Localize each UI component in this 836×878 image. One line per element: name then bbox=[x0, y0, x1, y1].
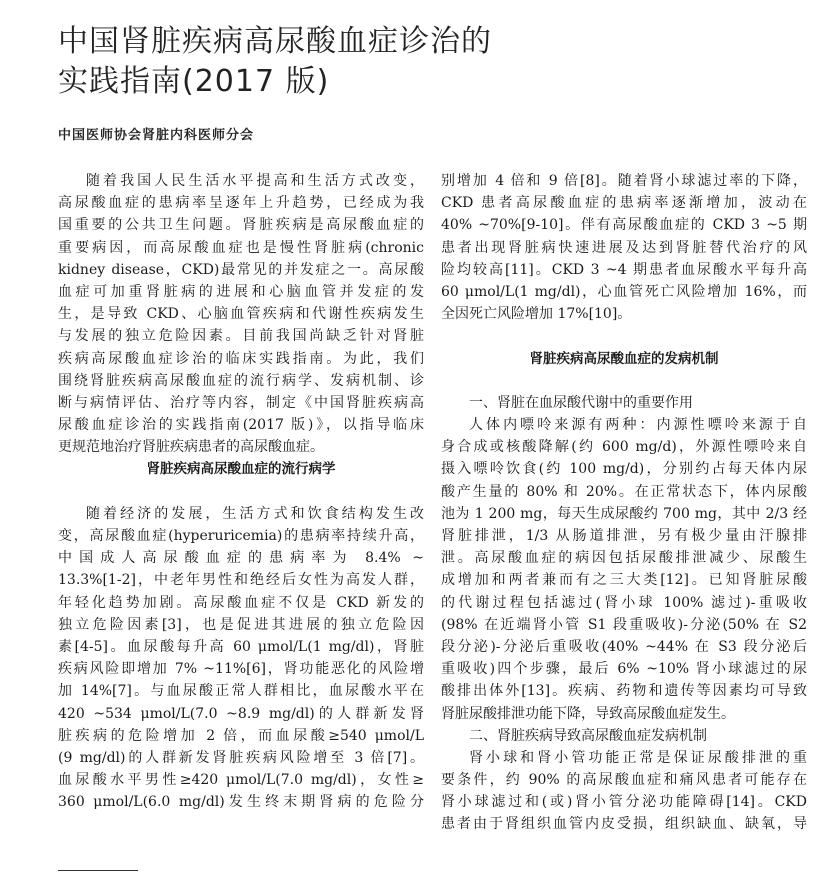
paragraph-line: 年轻化趋势加剧。高尿酸血症不仅是 CKD 新发的 bbox=[58, 594, 424, 611]
spacer bbox=[58, 481, 424, 503]
paragraph-line: 肾脏排泄，1/3 从肠道排泄，另有极少量由汗腺排 bbox=[441, 528, 807, 544]
paragraph-line: 加 14%[7]。与血尿酸正常人群相比，血尿酸水平在 bbox=[58, 683, 424, 700]
author-affiliation: 中国医师协会肾脏内科医师分会 bbox=[58, 128, 255, 143]
paragraph-line: 成增加和两者兼而有之三大类[12]。已知肾脏尿酸 bbox=[441, 572, 807, 589]
section-heading: 肾脏疾病高尿酸血症的发病机制 bbox=[529, 350, 719, 367]
paragraph-line: CKD 患者高尿酸血症的患病率逐渐增加，波动在 bbox=[441, 195, 807, 212]
paragraph-line: 人体内嘌呤来源有两种：内源性嘌呤来源于自 bbox=[469, 417, 807, 434]
paragraph-line: 全因死亡风险增加 17%[10]。 bbox=[441, 306, 632, 323]
paragraph-line: 60 μmol/L(1 mg/dl)，心血管死亡风险增加 16%，而 bbox=[441, 283, 807, 300]
paragraph-line: 40% ~70%[9-10]。伴有高尿酸血症的 CKD 3 ~5 期 bbox=[441, 217, 807, 234]
subsection-heading: 二、肾脏疾病导致高尿酸血症发病机制 bbox=[469, 727, 707, 744]
paragraph-line: 别增加 4 倍和 9 倍[8]。随着肾小球滤过率的下降， bbox=[441, 173, 807, 189]
paragraph-line: 更规范地治疗肾脏疾病患者的高尿酸血症。 bbox=[58, 439, 324, 456]
paragraph-line: kidney disease，CKD)最常见的并发症之一。高尿酸 bbox=[58, 261, 424, 278]
left-column bbox=[58, 170, 424, 813]
paragraph-line: 脏疾病的危险增加 2 倍，而血尿酸≥540 μmol/L bbox=[58, 727, 424, 744]
footnote-rule bbox=[58, 870, 138, 871]
paragraph-line: 素[4-5]。血尿酸每升高 60 μmol/L(1 mg/dl)，肾脏 bbox=[58, 638, 424, 655]
paragraph-line: 13.3%[1-2]，中老年男性和绝经后女性为高发人群， bbox=[58, 572, 424, 589]
paragraph-line: 重要病因，而高尿酸血症也是慢性肾脏病(chronic bbox=[58, 239, 424, 256]
paragraph-line: (98% 在近端肾小管 S1 段重吸收)-分泌(50% 在 S2 bbox=[441, 616, 807, 633]
paragraph-line: 围绕肾脏疾病高尿酸血症的流行病学、发病机制、诊 bbox=[58, 372, 424, 389]
paragraph-line: 中国成人高尿酸血症的患病率为 8.4% ~ bbox=[58, 550, 424, 567]
paragraph-line: (9 mg/dl)的人群新发肾脏疾病风险增至 3 倍[7]。 bbox=[58, 749, 424, 766]
paragraph-line: 360 μmol/L(6.0 mg/dl)发生终末期肾病的危险分 bbox=[58, 794, 424, 811]
paragraph-line: 与发展的独立危险因素。目前我国尚缺乏针对肾脏 bbox=[58, 328, 424, 345]
section-heading: 肾脏疾病高尿酸血症的流行病学 bbox=[146, 461, 336, 478]
paragraph-line: 独立危险因素[3]，也是促进其进展的独立危险因 bbox=[58, 616, 424, 633]
paragraph-line: 患者出现肾脏病快速进展及达到肾脏替代治疗的风 bbox=[441, 239, 807, 256]
paragraph-line: 血症可加重肾脏病的进展和心脑血管并发症的发 bbox=[58, 283, 424, 300]
spacer bbox=[441, 325, 807, 347]
paragraph-line: 要条件，约 90% 的高尿酸血症和痛风患者可能存在 bbox=[441, 772, 807, 789]
paragraph-line: 国重要的公共卫生问题。肾脏疾病是高尿酸血症的 bbox=[58, 217, 424, 234]
paragraph-line: 肾小球和肾小管功能正常是保证尿酸排泄的重 bbox=[469, 749, 807, 766]
paragraph-line: 池为 1 200 mg，每天生成尿酸约 700 mg，其中 2/3 经 bbox=[441, 505, 807, 522]
paragraph-line: 尿酸血症诊治的实践指南(2017 版)》，以指导临床 bbox=[58, 417, 424, 434]
paragraph-line: 的代谢过程包括滤过(肾小球 100% 滤过)-重吸收 bbox=[441, 594, 807, 611]
paragraph-line: 肾小球滤过和(或)肾小管分泌功能障碍[14]。CKD bbox=[441, 794, 807, 811]
paragraph-line: 高尿酸血症的患病率呈逐年上升趋势，已经成为我 bbox=[58, 195, 424, 212]
paragraph-line: 摄入嘌呤饮食(约 100 mg/d)，分别约占每天体内尿 bbox=[441, 461, 807, 478]
subsection-heading: 一、肾脏在血尿酸代谢中的重要作用 bbox=[469, 394, 693, 411]
paragraph-line: 酸排出体外[13]。疾病、药物和遗传等因素均可导致 bbox=[441, 683, 807, 700]
title-line-2: 实践指南(2017 版) bbox=[58, 64, 330, 99]
paragraph-line: 肾脏尿酸排泄功能下降，导致高尿酸血症发生。 bbox=[441, 705, 735, 722]
paragraph-line: 段分泌)-分泌后重吸收(40% ~44% 在 S3 段分泌后 bbox=[441, 638, 807, 655]
paragraph-line: 疾病高尿酸血症诊治的临床实践指南。为此，我们 bbox=[58, 350, 424, 367]
paragraph-line: 患者由于肾组织血管内皮受损，组织缺血、缺氧，导 bbox=[441, 816, 807, 833]
paragraph-line: 血尿酸水平男性≥420 μmol/L(7.0 mg/dl)，女性≥ bbox=[58, 772, 424, 789]
paragraph-line: 随着经济的发展，生活方式和饮食结构发生改 bbox=[86, 505, 424, 522]
article-title bbox=[58, 22, 758, 102]
spacer bbox=[441, 370, 807, 392]
paragraph-line: 酸产生量的 80% 和 20%。在正常状态下，体内尿酸 bbox=[441, 483, 807, 500]
right-column bbox=[441, 170, 807, 836]
paragraph-line: 重吸收)四个步骤，最后 6% ~10% 肾小球滤过的尿 bbox=[441, 661, 807, 678]
paragraph-line: 随着我国人民生活水平提高和生活方式改变， bbox=[86, 173, 424, 189]
paragraph-line: 泄。高尿酸血症的病因包括尿酸排泄减少、尿酸生 bbox=[441, 550, 807, 567]
paragraph-line: 断与病情评估、治疗等内容，制定《中国肾脏疾病高 bbox=[58, 394, 424, 411]
paragraph-line: 生，是导致 CKD、心脑血管疾病和代谢性疾病发生 bbox=[58, 306, 424, 323]
paragraph-line: 420 ~534 μmol/L(7.0 ~8.9 mg/dl)的人群新发肾 bbox=[58, 705, 424, 722]
paragraph-line: 身合成或核酸降解(约 600 mg/d)，外源性嘌呤来自 bbox=[441, 439, 807, 456]
title-line-1: 中国肾脏疾病高尿酸血症诊治的 bbox=[58, 24, 492, 59]
paragraph-line: 险均较高[11]。CKD 3 ~4 期患者血尿酸水平每升高 bbox=[441, 261, 807, 278]
paragraph-line: 变，高尿酸血症(hyperuricemia)的患病率持续升高， bbox=[58, 528, 424, 544]
paragraph-line: 疾病风险即增加 7% ~11%[6]，肾功能恶化的风险增 bbox=[58, 661, 424, 678]
